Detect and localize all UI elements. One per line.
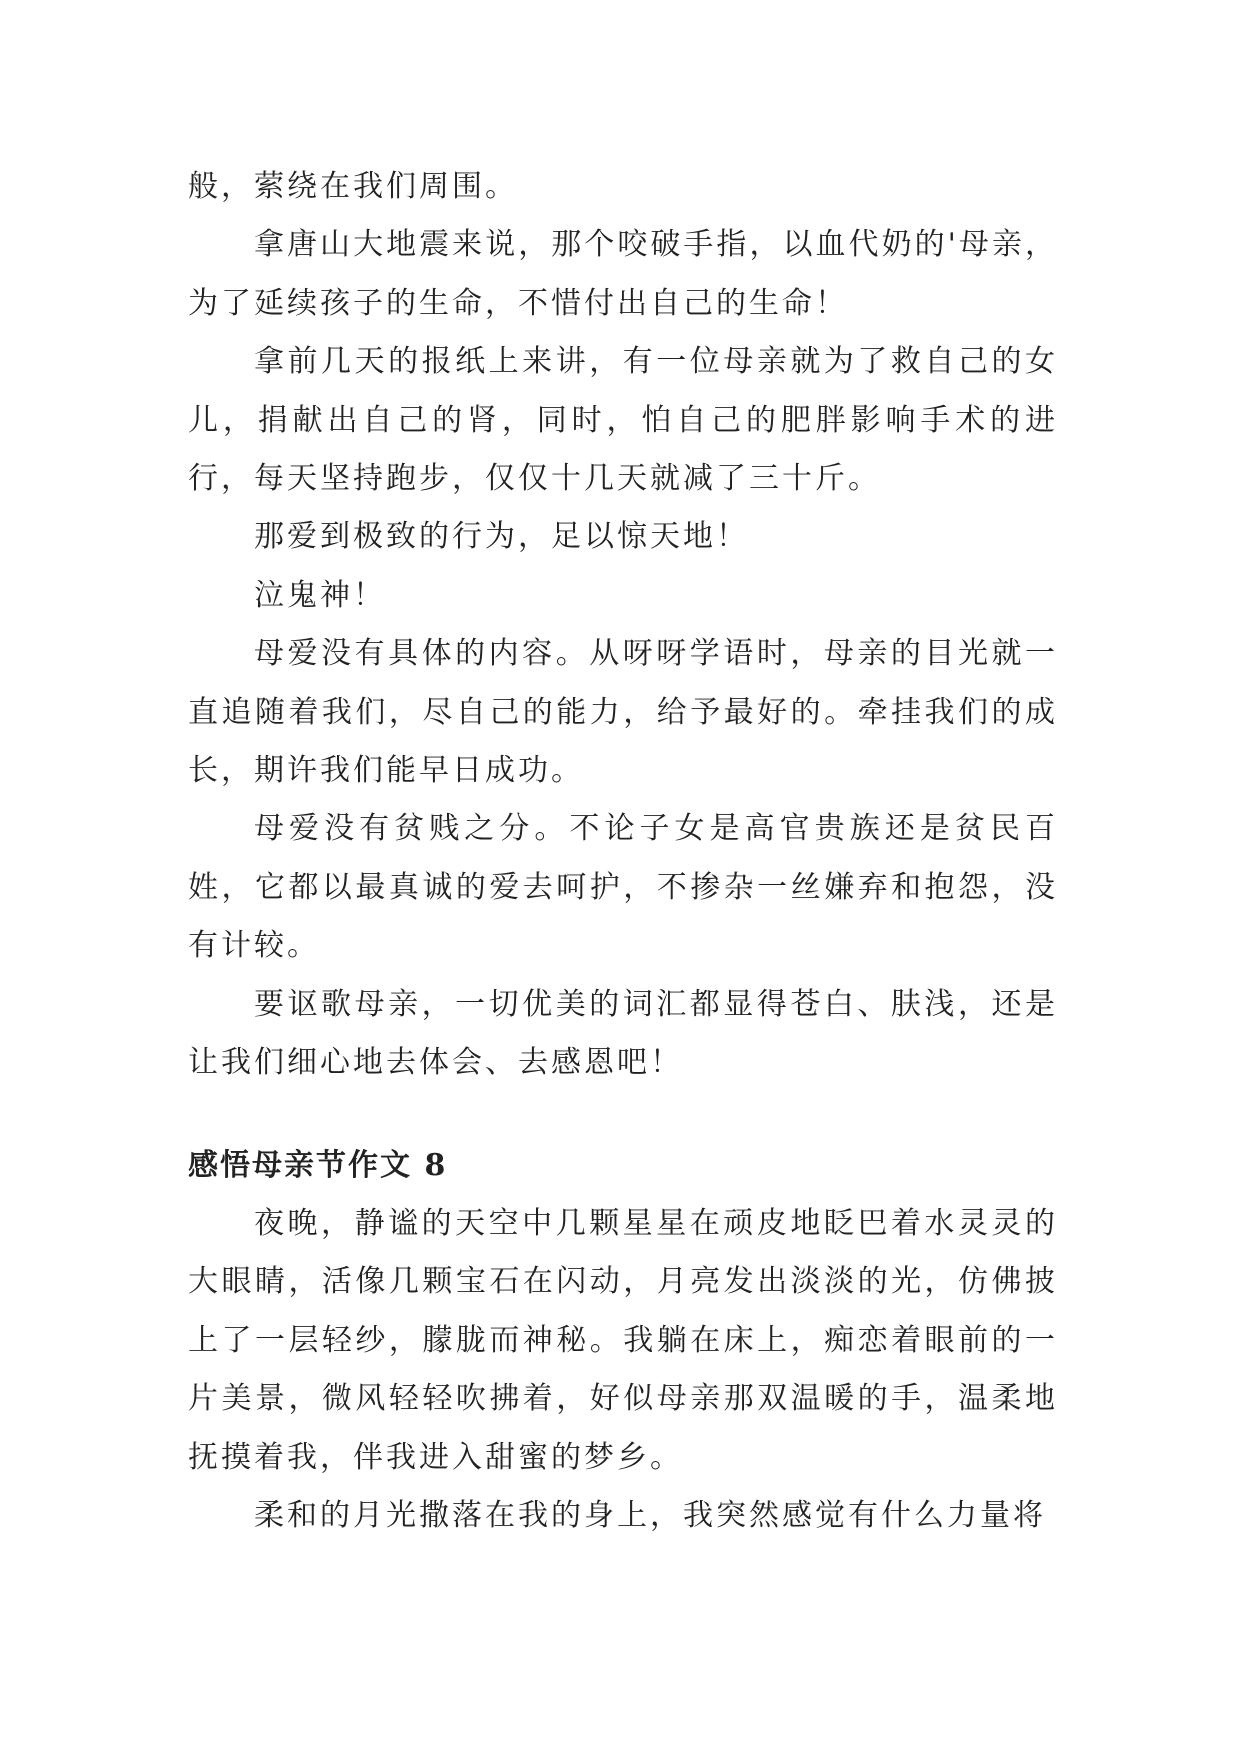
- paragraph: 拿前几天的报纸上来讲，有一位母亲就为了救自己的女儿，捐献出自己的肾，同时，怕自己的肥胖影响手术的进行，每天坚持跑步，仅仅十几天就减了三十斤。: [188, 344, 1058, 497]
- paragraph: 母爱没有贫贱之分。不论子女是高官贵族还是贫民百姓，它都以最真诚的爱去呵护，不掺杂一丝嫌弃和抱怨，没有计较。: [188, 811, 1058, 964]
- paragraph: 母爱没有具体的内容。从呀呀学语时，母亲的目光就一直追随着我们，尽自己的能力，给予最好的。牵挂我们的成长，期许我们能早日成功。: [188, 636, 1058, 789]
- paragraph: 那爱到极致的行为，足以惊天地！: [254, 519, 749, 555]
- document-body: [188, 158, 1058, 1545]
- paragraph: 夜晚，静谧的天空中几颗星星在顽皮地眨巴着水灵灵的大眼睛，活像几颗宝石在闪动，月亮发出淡淡的光，仿佛披上了一层轻纱，朦胧而神秘。我躺在床上，痴恋着眼前的一片美景，微风轻轻吹拂着，好似母亲那双温暖的手，温柔地抚摸着我，伴我进入甜蜜的梦乡。: [188, 1205, 1058, 1475]
- paragraph: 般，萦绕在我们周围。: [188, 169, 518, 204]
- paragraph: 泣鬼神！: [254, 577, 386, 613]
- paragraph: 要讴歌母亲，一切优美的词汇都显得苍白、肤浅，还是让我们细心地去体会、去感恩吧！: [188, 986, 1058, 1081]
- section-title: 感悟母亲节作文 8: [188, 1147, 448, 1183]
- paragraph: 柔和的月光撒落在我的身上，我突然感觉有什么力量将: [254, 1497, 1046, 1533]
- paragraph: 拿唐山大地震来说，那个咬破手指，以血代奶的'母亲，为了延续孩子的生命，不惜付出自己的生命！: [188, 227, 1058, 321]
